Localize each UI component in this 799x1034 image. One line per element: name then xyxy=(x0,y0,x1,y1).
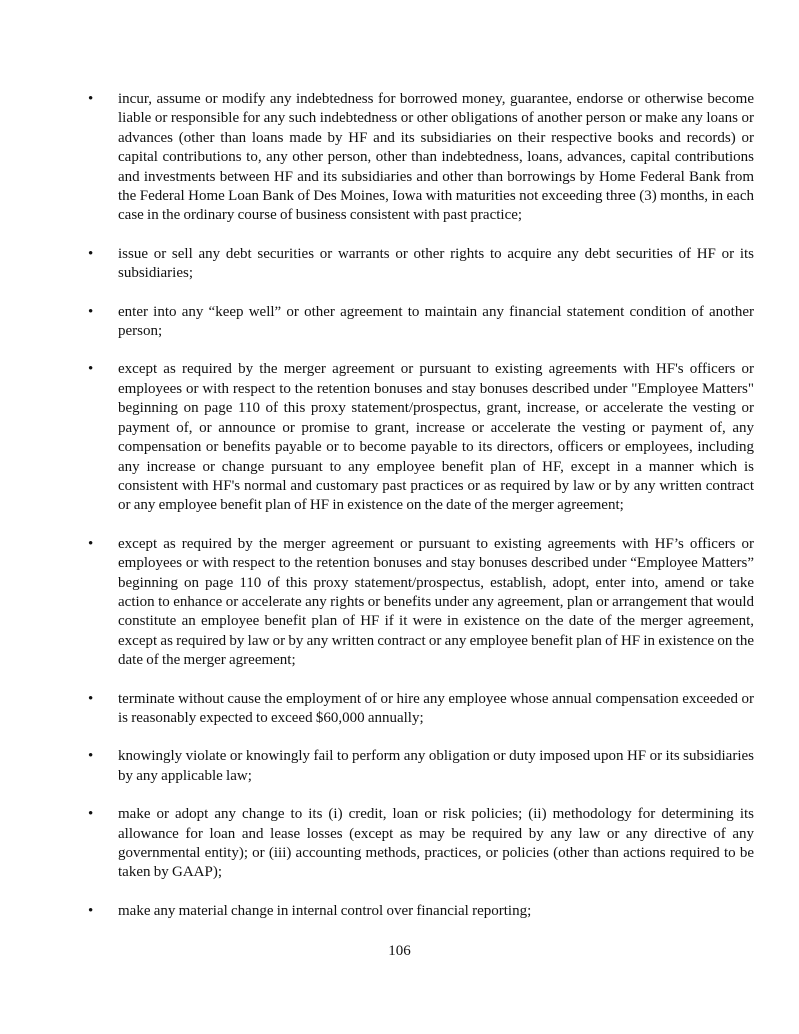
bullet-icon: • xyxy=(88,303,94,320)
list-item-text: except as required by the merger agreement or pursuant to existing agreements with HF’s officers or employees or with respect to the retention bonuses and stay bonuses described under “Employee Matters” beginning on page 110 of this proxy statement/prospectus, establish, adopt, enter into, amend or take action to enhance or accelerate any rights or benefits under any agreement, plan or arrangement that would constitute an employee benefit plan of HF if it were in existence on the date of the merger agreement, except as required by law or by any written contract or any employee benefit plan of HF in existence on the date of the merger agreement; xyxy=(118,535,754,669)
list-item xyxy=(88,90,754,226)
list-item xyxy=(88,360,754,515)
list-item-text: knowingly violate or knowingly fail to perform any obligation or duty imposed upon HF or its subsidiaries by any applicable law; xyxy=(118,748,754,784)
bullet-icon: • xyxy=(88,535,94,552)
list-item-text: terminate without cause the employment of or hire any employee whose annual compensation exceeded or is reasonably expected to exceed $60,000 annually; xyxy=(118,690,754,726)
list-item-text: incur, assume or modify any indebtedness for borrowed money, guarantee, endorse or otherwise become liable or responsible for any such indebtedness or other obligations of another person or make any loans or advances (other than loans made by HF and its subsidiaries on their respective books and records) or capital contributions to, any other person, other than indebtedness, loans, advances, capital contributions and investments between HF and its subsidiaries and other than borrowings by Home Federal Bank from the Federal Home Loan Bank of Des Moines, Iowa with maturities not exceeding three (3) months, in each case in the ordinary course of business consistent with past practice; xyxy=(118,91,754,224)
list-item xyxy=(88,303,754,342)
bullet-icon: • xyxy=(88,690,94,707)
list-item-text: issue or sell any debt securities or warrants or other rights to acquire any debt securities of HF or its subsidiaries; xyxy=(118,245,754,282)
bullet-icon: • xyxy=(88,748,94,765)
list-item xyxy=(88,805,754,883)
bullet-icon: • xyxy=(88,361,94,378)
list-item-text: except as required by the merger agreement or pursuant to existing agreements with HF's officers or employees or with respect to the retention bonuses and stay bonuses described under "Employee Matters" beginning on page 110 of this proxy statement/prospectus, grant, increase, or accelerate the vesting or payment of, or announce or promise to grant, increase or accelerate the vesting or payment of, any compensation or benefits payable or to become payable to its directors, officers or employees, including any increase or change pursuant to any employee benefit plan of HF, except in a manner which is consistent with HF's normal and customary past practices or as required by law or by any written contract or any employee benefit plan of HF in existence on the date of the merger agreement; xyxy=(118,361,754,514)
bullet-icon: • xyxy=(88,902,94,919)
list-item xyxy=(88,747,754,786)
list-item xyxy=(88,535,754,671)
bullet-icon: • xyxy=(88,245,94,262)
page-number: 106 xyxy=(388,943,411,959)
list-item-text: make or adopt any change to its (i) credit, loan or risk policies; (ii) methodology for determining its allowance for loan and lease losses (except as may be required by any law or any directive of any governmental entity); or (iii) accounting methods, practices, or policies (other than actions required to be taken by GAAP); xyxy=(118,806,754,881)
covenant-bullet-list xyxy=(88,90,754,940)
list-item xyxy=(88,690,754,729)
list-item-text: enter into any “keep well” or other agreement to maintain any financial statement condition of another person; xyxy=(118,303,754,340)
bullet-icon: • xyxy=(88,806,94,823)
list-item xyxy=(88,902,754,921)
bullet-icon: • xyxy=(88,91,94,107)
list-item-text: make any material change in internal control over financial reporting; xyxy=(118,902,532,919)
list-item xyxy=(88,245,754,284)
